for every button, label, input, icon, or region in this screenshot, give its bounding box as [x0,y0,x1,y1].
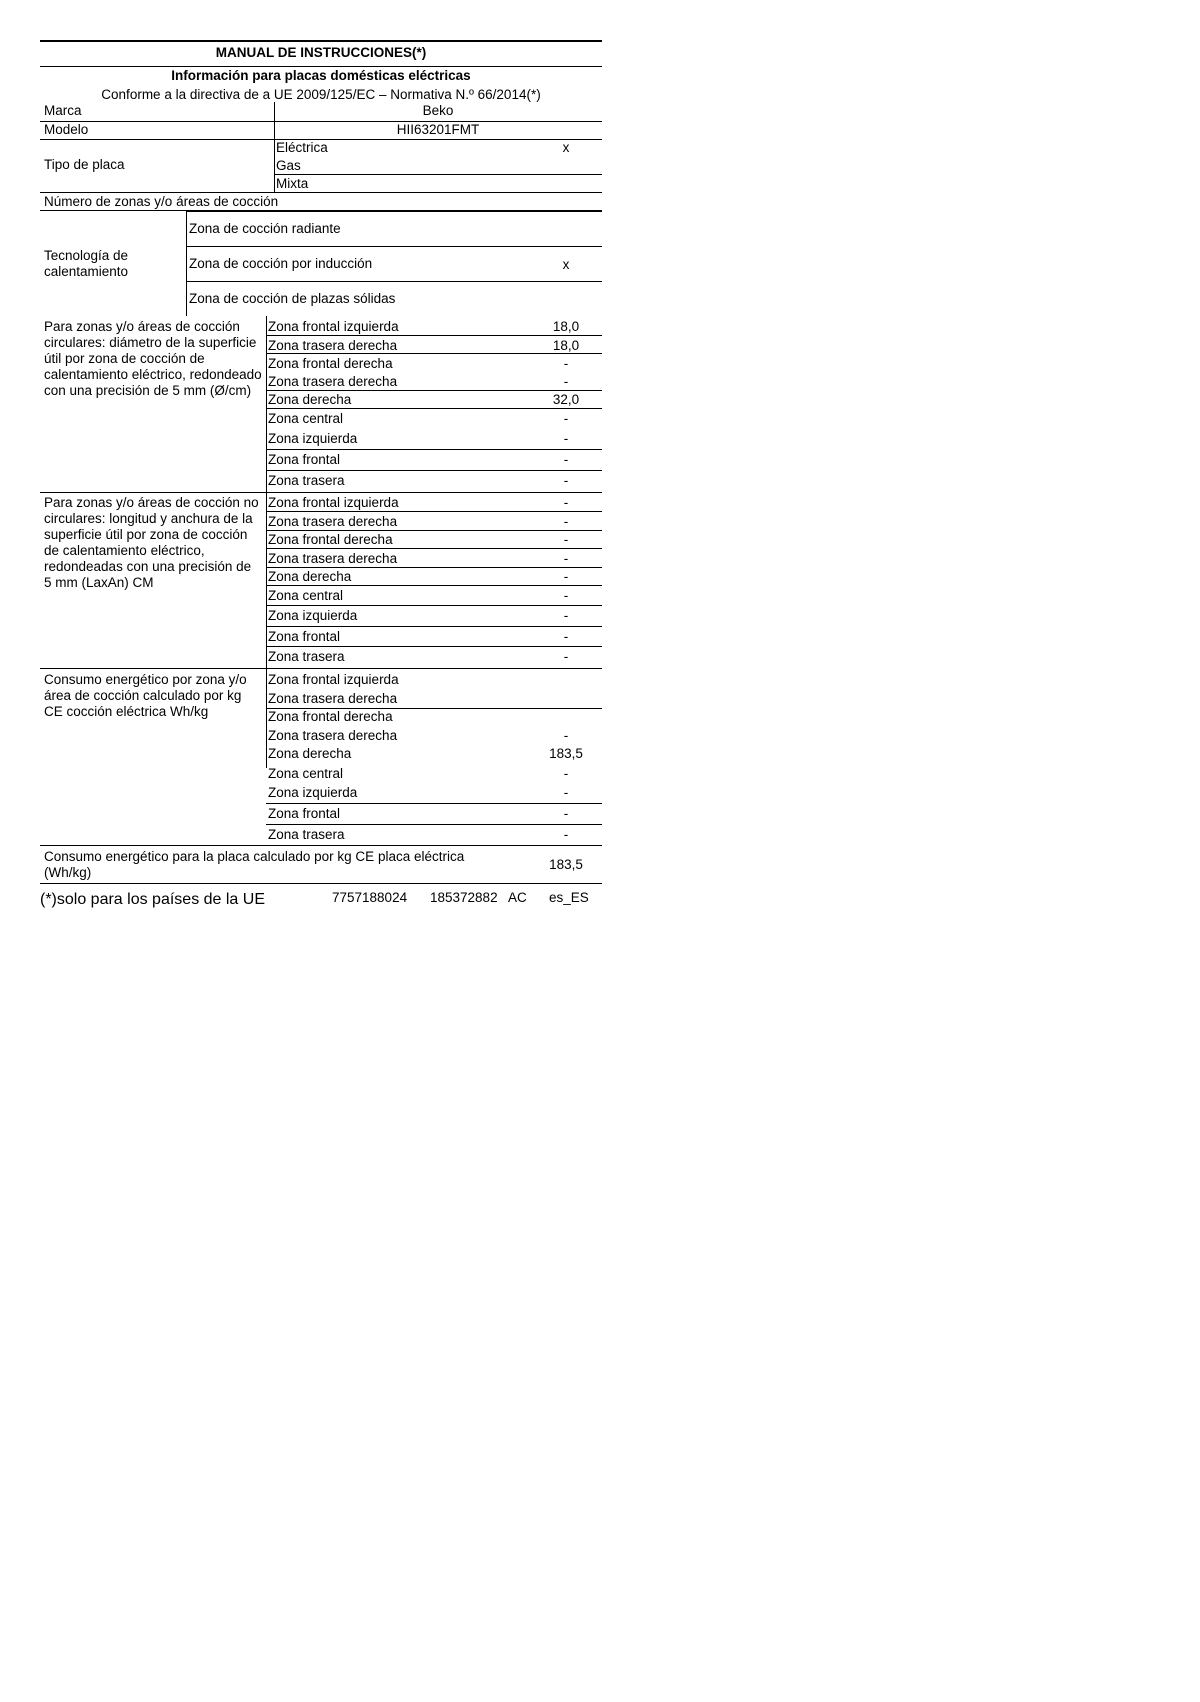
noncircular-value: - [563,608,569,623]
rule [274,174,602,175]
rule [266,530,602,531]
circular-value: - [563,473,569,488]
noncircular-zones-label: Para zonas y/o áreas de cocción no circulares: longitud y anchura de la superficie útil por zona de cocción de calentamiento eléctrico, redondeadas con una precisión de 5 mm (LaxAn) CM [44,495,259,590]
noncircular-value: - [563,629,569,644]
energy-zone: Zona trasera [268,827,345,842]
noncircular-zone: Zona trasera derecha [268,514,398,529]
column-divider [266,316,267,768]
energy-total-value: 183,5 [549,857,583,872]
heating-tech-induction-mark: x [562,257,570,272]
energy-value: - [563,785,569,800]
energy-zone: Zona izquierda [268,785,358,800]
hob-type-option-gas: Gas [276,158,301,173]
rule [266,824,602,825]
noncircular-value: - [563,514,569,529]
circular-value: - [563,431,569,446]
circular-zone: Zona trasera [268,473,345,488]
part-number: 185372882 [430,890,498,905]
noncircular-zone: Zona frontal izquierda [268,495,399,510]
noncircular-zone: Zona trasera derecha [268,551,398,566]
energy-zone: Zona trasera derecha [268,691,398,706]
circular-value: - [563,374,569,389]
rule [266,511,602,512]
noncircular-zone: Zona trasera [268,649,345,664]
rule [266,449,602,450]
rule [266,646,602,647]
model-value: HII63201FMT [396,122,480,137]
hob-type-mark-electric: x [562,140,570,155]
energy-zone-label: Consumo energético por zona y/o área de cocción calculado por kg CE cocción eléctrica Wh/kg [44,672,247,719]
document-title: MANUAL DE INSTRUCCIONES(*) [215,45,427,60]
rule [266,408,602,409]
heating-tech-label: Tecnología de calentamiento [44,248,129,279]
rule [40,66,602,67]
circular-zone: Zona frontal [268,452,341,467]
heating-tech-solid-plate: Zona de cocción de plazas sólidas [189,291,396,306]
rule [266,626,602,627]
energy-zone: Zona trasera derecha [268,728,398,743]
energy-value: - [563,766,569,781]
noncircular-value: - [563,588,569,603]
eu-only-note: (*)solo para los países de la UE [40,891,265,908]
circular-value: 32,0 [552,392,580,407]
energy-value: 183,5 [549,746,583,761]
noncircular-zone: Zona izquierda [268,608,358,623]
energy-zone: Zona frontal izquierda [268,672,399,687]
circular-value: 18,0 [552,319,580,334]
rule [266,803,602,804]
noncircular-value: - [563,649,569,664]
column-divider [274,139,275,192]
rule [266,390,602,391]
noncircular-value: - [563,551,569,566]
noncircular-value: - [563,532,569,547]
rule [40,845,602,846]
rule [40,121,602,122]
circular-zone: Zona izquierda [268,431,358,446]
locale-code: es_ES [549,890,589,905]
noncircular-value: - [563,495,569,510]
circular-zone: Zona trasera derecha [268,374,398,389]
rule [266,470,602,471]
brand-label: Marca [44,103,82,118]
circular-zone: Zona frontal izquierda [268,319,399,334]
rule [266,353,602,354]
document-code: 7757188024 [332,890,408,905]
circular-zone: Zona central [268,411,344,426]
column-divider [186,210,187,316]
circular-zone: Zona derecha [268,392,352,407]
rule [186,281,602,282]
revision: AC [508,890,527,905]
energy-zone: Zona frontal [268,806,341,821]
energy-total-label: Consumo energético para la placa calculado por kg CE placa eléctrica (Wh/kg) [44,849,465,880]
rule [186,246,602,247]
rule [266,548,602,549]
rule [266,605,602,606]
circular-value: - [563,411,569,426]
energy-zone: Zona frontal derecha [268,709,393,724]
energy-zone: Zona central [268,766,344,781]
rule [40,883,602,884]
hob-type-option-electric: Eléctrica [276,140,328,155]
energy-value: - [563,728,569,743]
circular-zone: Zona trasera derecha [268,338,398,353]
hob-type-option-mixed: Mixta [276,176,309,191]
heating-tech-induction: Zona de cocción por inducción [189,256,373,271]
directive-text: Conforme a la directiva de a UE 2009/125/EC – Normativa N.º 66/2014(*) [101,87,541,102]
noncircular-zone: Zona derecha [268,569,352,584]
noncircular-zone: Zona frontal derecha [268,532,393,547]
document-subtitle: Información para placas domésticas eléctricas [171,68,471,83]
energy-value: - [563,827,569,842]
circular-zones-label: Para zonas y/o áreas de cocción circulares: diámetro de la superficie útil por zona de cocción de calentamiento eléctrico, redondeado con una precisión de 5 mm (Ø/cm) [44,319,262,398]
top-rule [40,40,602,42]
zones-count-label: Número de zonas y/o áreas de cocción [44,194,279,209]
rule [40,668,602,669]
model-label: Modelo [44,122,89,137]
brand-value: Beko [422,103,454,118]
rule [40,492,602,493]
energy-value: - [563,806,569,821]
circular-value: 18,0 [552,338,580,353]
hob-type-label: Tipo de placa [44,157,125,172]
noncircular-zone: Zona frontal [268,629,341,644]
rule [266,567,602,568]
rule [266,335,602,336]
rule [40,192,602,193]
column-divider [274,102,275,139]
circular-zone: Zona frontal derecha [268,356,393,371]
energy-zone: Zona derecha [268,746,352,761]
heating-tech-radiant: Zona de cocción radiante [189,221,341,236]
circular-value: - [563,452,569,467]
noncircular-zone: Zona central [268,588,344,603]
rule [266,585,602,586]
rule [186,211,602,212]
circular-value: - [563,356,569,371]
noncircular-value: - [563,569,569,584]
